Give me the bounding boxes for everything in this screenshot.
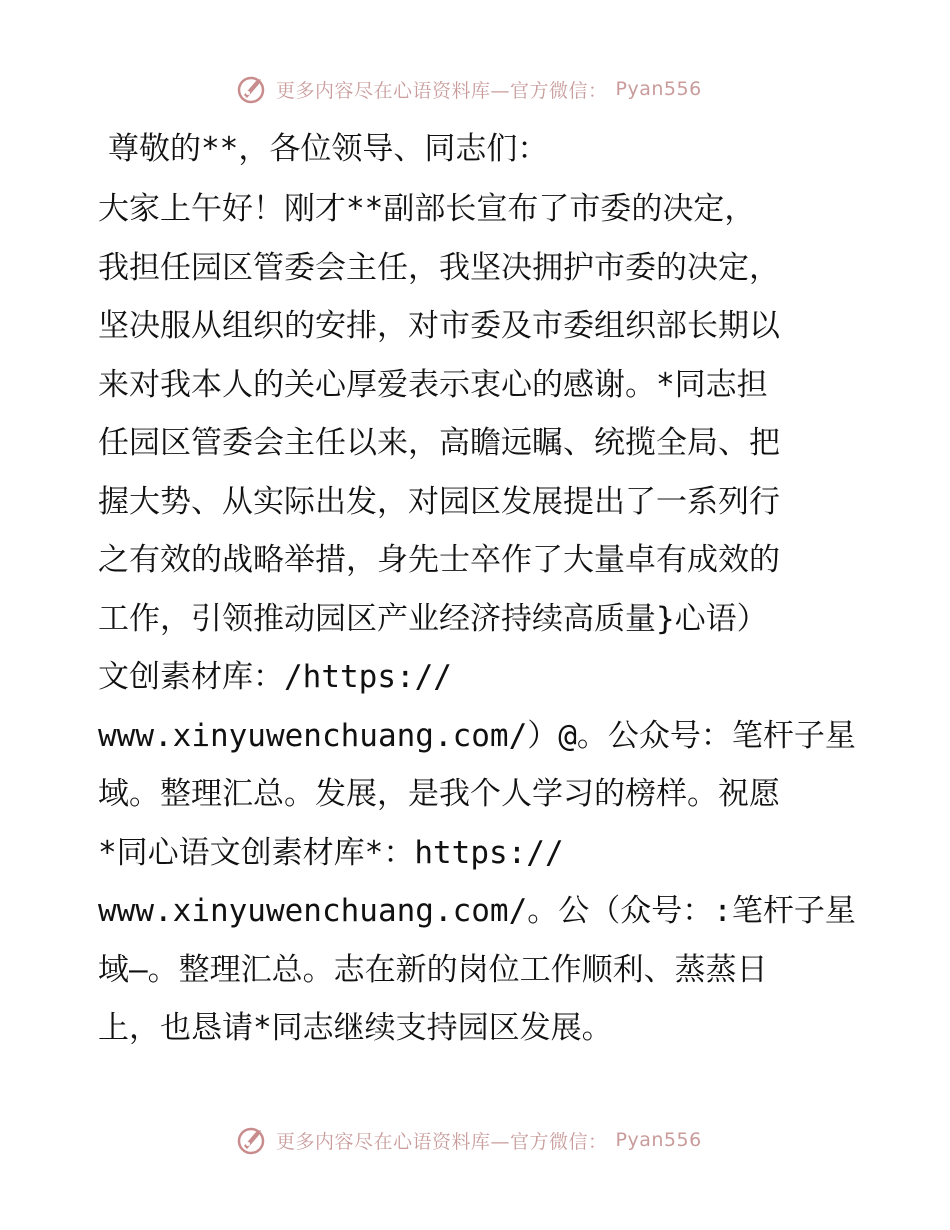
paragraph-line: 大家上午好！刚才**副部长宣布了市委的决定， — [98, 191, 756, 227]
paragraph-line: 我担任园区管委会主任，我坚决拥护市委的决定， — [98, 249, 780, 286]
salutation: 尊敬的**，各位领导、同志们： — [108, 131, 549, 167]
paragraph-line: www.xinyuwenchuang.com/）@。公众号：笔杆子星 — [98, 717, 856, 754]
watermark-handle: Pyan556 — [615, 1129, 702, 1151]
speech-paragraph — [98, 180, 858, 1058]
watermark-text: 更多内容尽在心语资料库—官方微信： — [276, 79, 608, 102]
header-watermark — [236, 72, 756, 106]
paragraph-line: 来对我本人的关心厚爱表示衷心的感谢。*同志担 — [98, 366, 768, 403]
paragraph-line: 之有效的战略举措，身先士卒作了大量卓有成效的 — [98, 542, 780, 578]
document-body — [98, 126, 858, 1058]
paragraph-line: 上，也恳请*同志继续支持园区发展。 — [98, 1010, 613, 1046]
footer-watermark — [236, 1123, 756, 1157]
watermark-text: 更多内容尽在心语资料库—官方微信： — [276, 1130, 608, 1153]
paragraph-line: 文创素材库：/https:// — [98, 659, 452, 695]
pen-logo-icon — [236, 1124, 268, 1156]
paragraph-line: www.xinyuwenchuang.com/。公（众号：:笔杆子星 — [98, 893, 856, 929]
pen-logo-icon — [236, 73, 268, 105]
watermark-handle: Pyan556 — [615, 78, 702, 100]
paragraph-line: 任园区管委会主任以来，高瞻远瞩、统揽全局、把 — [98, 425, 780, 461]
paragraph-line: 域—。整理汇总。志在新的岗位工作顺利、蒸蒸日 — [98, 951, 768, 988]
paragraph-line: 坚决服从组织的安排，对市委及市委组织部长期以 — [98, 308, 780, 344]
paragraph-line: *同心语文创素材库*：https:// — [98, 834, 564, 871]
paragraph-line: 工作，引领推动园区产业经济持续高质量}心语） — [98, 600, 768, 637]
paragraph-line: 握大势、从实际出发，对园区发展提出了一系列行 — [98, 483, 780, 520]
paragraph-line: 域。整理汇总。发展，是我个人学习的榜样。祝愿 — [98, 776, 780, 812]
